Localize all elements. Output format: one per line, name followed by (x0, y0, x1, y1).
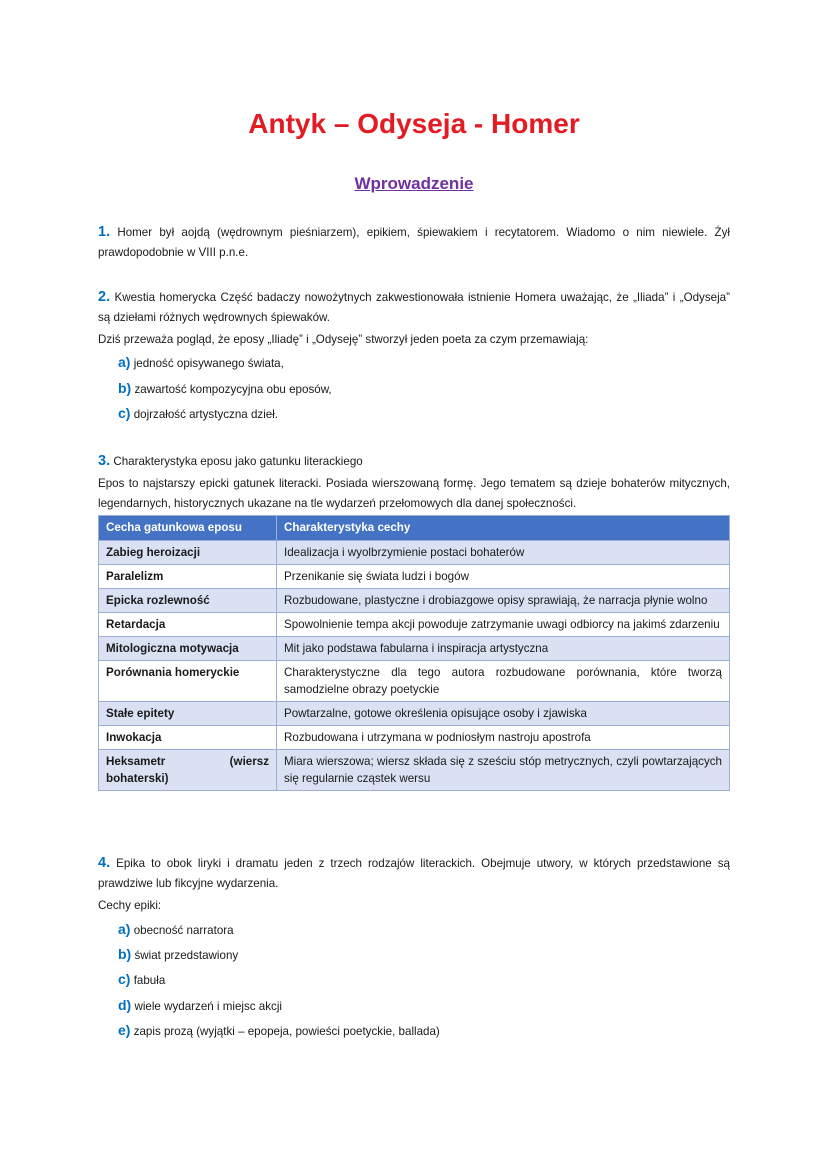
list-item (118, 403, 278, 425)
feature-description: Miara wierszowa; wiersz składa się z sześciu stóp metrycznych, czyli powtarzających się regularnie cząstek wersu (277, 750, 730, 791)
list-item (118, 944, 238, 966)
feature-name: Stałe epitety (99, 702, 277, 726)
section-4-label: Cechy epiki: (98, 899, 162, 912)
section-subtitle: Wprowadzenie (354, 174, 474, 193)
section-heading: Charakterystyka eposu jako gatunku literackiego (113, 455, 363, 468)
table-row (99, 702, 730, 726)
list-letter: b) (118, 946, 132, 962)
feature-name: Inwokacja (99, 726, 277, 750)
section-number: 4. (98, 855, 111, 871)
table-row (99, 750, 730, 791)
list-letter: a) (118, 921, 131, 937)
section-text: Kwestia homerycka Część badaczy nowożytnych zakwestionowała istnienie Homera uważając, że „Iliada” i „Odyseja” są dziełami różnych wędrownych śpiewaków. (98, 291, 730, 324)
feature-description: Spowolnienie tempa akcji powoduje zatrzymanie uwagi odbiorcy na jakimś zdarzeniu (277, 613, 730, 637)
section-3-text: Epos to najstarszy epicki gatunek literacki. Posiada wierszowaną formę. Jego tematem są dzieje bohaterów mitycznych, legendarnych, historycznych ukazane na tle wydarzeń przełomowych dla danej społeczności. (98, 477, 730, 510)
feature-name: Epicka rozlewność (99, 589, 277, 613)
section-text: Homer był aojdą (wędrownym pieśniarzem), epikiem, śpiewakiem i recytatorem. Wiadomo o nim niewiele. Żył prawdopodobnie w VIII p.n.e. (98, 226, 730, 259)
section-number: 3. (98, 453, 111, 469)
section-2-intro: Dziś przeważa pogląd, że eposy „Iliadę” i „Odyseję” stworzył jeden poeta za czym przemawiają: (98, 333, 589, 346)
list-text: świat przedstawiony (134, 949, 239, 962)
list-letter: a) (118, 354, 131, 370)
feature-name: Zabieg heroizacji (99, 541, 277, 565)
list-item (118, 352, 284, 374)
list-text: wiele wydarzeń i miejsc akcji (134, 1000, 282, 1013)
list-text: zawartość kompozycyjna obu eposów, (134, 383, 332, 396)
document-title: Antyk – Odyseja - Homer (248, 108, 580, 139)
section-3-heading (98, 451, 730, 472)
table-row (99, 661, 730, 702)
list-text: fabuła (133, 974, 166, 987)
feature-name: Heksametr (wiersz bohaterski) (99, 750, 277, 791)
feature-description: Powtarzalne, gotowe określenia opisujące osoby i zjawiska (277, 702, 730, 726)
list-letter: d) (118, 997, 132, 1013)
list-item (118, 919, 234, 941)
section-1 (98, 222, 730, 263)
feature-description: Mit jako podstawa fabularna i inspiracja artystyczna (277, 637, 730, 661)
feature-name: Paralelizm (99, 565, 277, 589)
list-item (118, 378, 332, 400)
list-letter: e) (118, 1022, 131, 1038)
list-text: dojrzałość artystyczna dzieł. (133, 408, 279, 421)
list-text: zapis prozą (wyjątki – epopeja, powieści poetyckie, ballada) (133, 1025, 440, 1038)
list-text: jedność opisywanego świata, (133, 357, 284, 370)
section-2 (98, 287, 730, 328)
list-letter: b) (118, 380, 132, 396)
feature-description: Przenikanie się świata ludzi i bogów (277, 565, 730, 589)
section-number: 1. (98, 224, 111, 240)
list-item (118, 969, 165, 991)
feature-name: Porównania homeryckie (99, 661, 277, 702)
feature-name: Retardacja (99, 613, 277, 637)
feature-name: Mitologiczna motywacja (99, 637, 277, 661)
table-header-row (99, 516, 730, 541)
feature-description: Rozbudowana i utrzymana w podniosłym nastroju apostrofa (277, 726, 730, 750)
table-row (99, 726, 730, 750)
table-header-cell: Charakterystyka cechy (277, 516, 730, 541)
feature-description: Charakterystyczne dla tego autora rozbudowane porównania, które tworzą samodzielne obrazy poetyckie (277, 661, 730, 702)
section-number: 2. (98, 289, 111, 305)
table-header-cell: Cecha gatunkowa eposu (99, 516, 277, 541)
list-text: obecność narratora (133, 924, 234, 937)
table-row (99, 541, 730, 565)
list-letter: c) (118, 405, 131, 421)
list-item (118, 1020, 440, 1042)
table-row (99, 637, 730, 661)
list-letter: c) (118, 971, 131, 987)
feature-description: Rozbudowane, plastyczne i drobiazgowe opisy sprawiają, że narracja płynie wolno (277, 589, 730, 613)
epos-features-table (98, 515, 730, 791)
table-row (99, 589, 730, 613)
feature-description: Idealizacja i wyolbrzymienie postaci bohaterów (277, 541, 730, 565)
table-row (99, 613, 730, 637)
section-text: Epika to obok liryki i dramatu jeden z trzech rodzajów literackich. Obejmuje utwory, w których przedstawione są prawdziwe lub fikcyjne wydarzenia. (98, 857, 730, 890)
table-row (99, 565, 730, 589)
section-4 (98, 853, 730, 894)
list-item (118, 995, 282, 1017)
